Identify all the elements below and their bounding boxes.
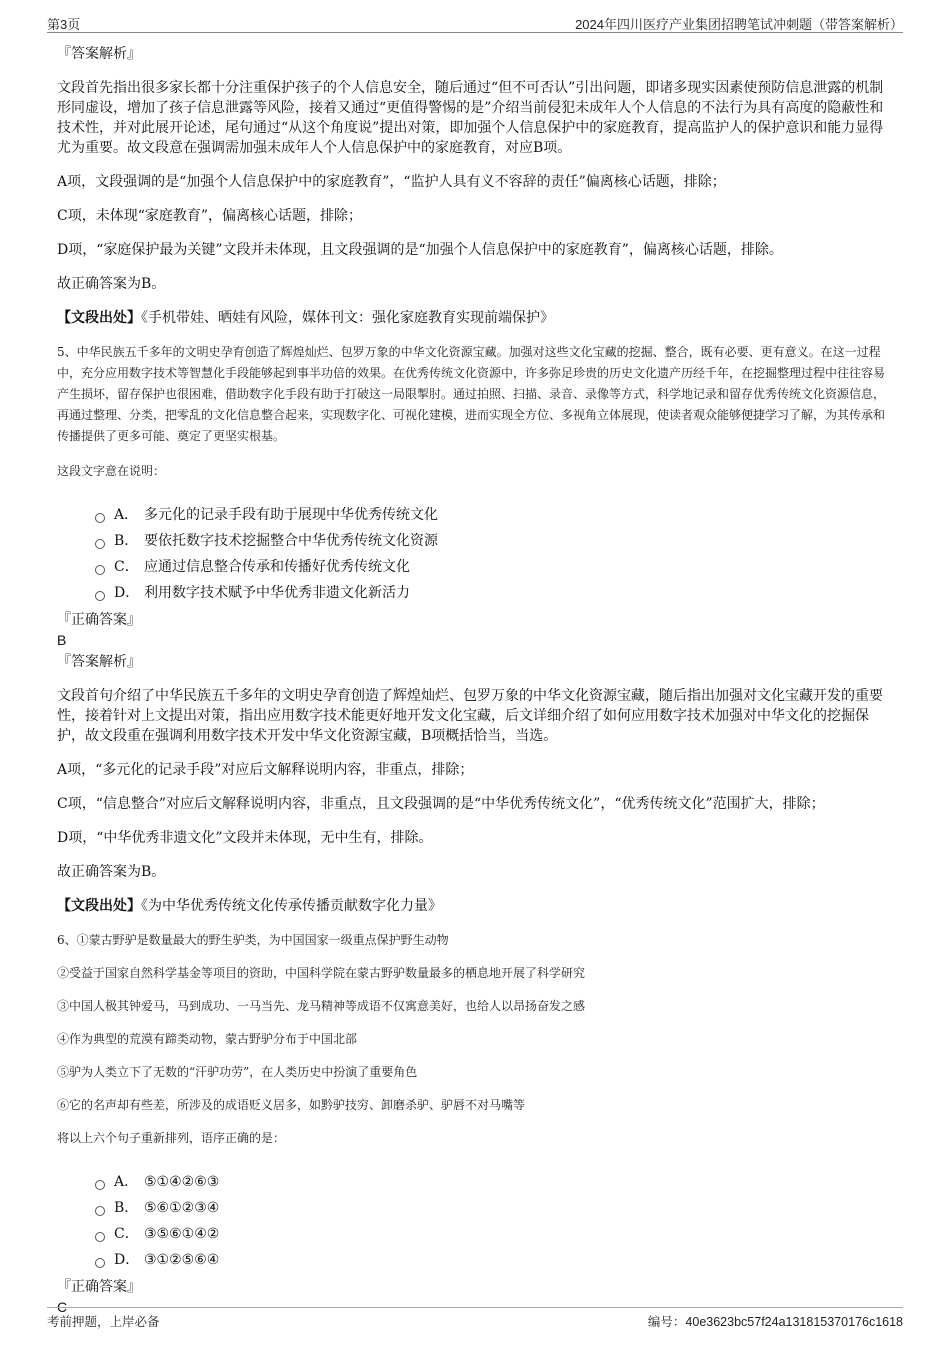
radio-button-icon[interactable] [95,1206,105,1216]
q6-sentence-4: ④作为典型的荒漠有蹄类动物，蒙古野驴分布于中国北部 [57,1032,358,1046]
q6-sentence-1: 6、①蒙古野驴是数量最大的野生驴类，为中国国家一级重点保护野生动物 [57,933,449,947]
q4-source [57,308,895,328]
q5-source-tag: 【文段出处】 [57,898,141,914]
radio-button-icon[interactable] [95,1258,105,1268]
radio-button-icon[interactable] [95,565,105,575]
q6-option-c[interactable]: C． ③⑤⑥①④② [95,1221,895,1247]
q6-sentence-5: ⑤驴为人类立下了无数的“汗驴功劳”，在人类历史中扮演了重要角色 [57,1065,418,1079]
q5-option-d[interactable]: D． 利用数字技术赋予中华优秀非遗文化新活力 [95,580,895,606]
radio-button-icon[interactable] [95,591,105,601]
q5-question: 这段文字意在说明： [57,464,166,478]
q4-option-d-analysis: D项，“家庭保护最为关键”文段并未体现，且文段强调的是“加强个人信息保护中的家庭教育”，偏离核心话题，排除。 [57,242,783,258]
q4-source-text: 《手机带娃、晒娃有风险，媒体刊文：强化家庭教育实现前端保护》 [141,310,554,326]
q5-stem: 5、中华民族五千多年的文明史孕育创造了辉煌灿烂、包罗万象的中华文化资源宝藏。加强对这些文化宝藏的挖掘、整合，既有必要、更有意义。在这一过程中，充分应用数字技术等智慧化手段能够起到事半功倍的效果。在优秀传统文化资源中，许多弥足珍贵的历史文化遗产历经千年，在挖掘整理过程中往往容易产生损坏，留存保护也很困难，借助数字化手段有助于打破这一局限掣肘。通过拍照、扫描、录音、录像等方式，科学地记录和留存优秀传统文化资源信息，再通过整理、分类，把零乱的文化信息整合起来，实现数字化、可视化建模，进而实现全方位、多视角立体展现，使读者观众能够便捷学习了解，为其传承和传播提供了更多可能、奠定了更坚实根基。 [57,345,886,443]
radio-button-icon[interactable] [95,539,105,549]
q5-option-c[interactable]: C． 应通过信息整合传承和传播好优秀传统文化 [95,554,895,580]
q4-option-c-analysis: C项，未体现“家庭教育”，偏离核心话题，排除； [57,208,363,224]
q5-analysis-label: 『答案解析』 [57,654,141,670]
q6-option-b[interactable]: B． ⑤⑥①②③④ [95,1195,895,1221]
q6-correct-answer: C [57,1299,68,1315]
q5-correct-answer: B [57,632,67,648]
q4-analysis-label: 『答案解析』 [57,46,141,62]
q5-option-c-analysis: C项，“信息整合”对应后文解释说明内容，非重点，且文段强调的是“中华优秀传统文化”，“优秀传统文化”范围扩大，排除； [57,796,825,812]
q6-sentence-3: ③中国人极其钟爱马，马到成功、一马当先、龙马精神等成语不仅寓意美好，也给人以昂扬奋发之感 [57,999,586,1013]
q5-analysis-text: 文段首句介绍了中华民族五千多年的文明史孕育创造了辉煌灿烂、包罗万象的中华文化资源宝藏，随后指出加强对文化宝藏开发的重要性，接着针对上文提出对策，指出应用数字技术能更好地开发文化宝藏，后文详细介绍了如何应用数字技术加强对中华文化的挖掘保护，故文段重在强调利用数字技术开发中华文化资源宝藏，B项概括恰当，当选。 [57,688,883,744]
q5-source-text: 《为中华优秀传统文化传承传播贡献数字化力量》 [141,898,442,914]
q4-source-tag: 【文段出处】 [57,310,141,326]
q5-option-a-analysis: A项，“多元化的记录手段”对应后文解释说明内容，非重点，排除； [57,762,474,778]
q5-options [95,502,895,606]
page-header [47,14,903,33]
footer-slogan: 考前押题，上岸必备 [47,1314,160,1329]
page-content [57,44,895,1317]
q5-option-d-analysis: D项，“中华优秀非遗文化”文段并未体现，无中生有，排除。 [57,830,433,846]
q5-option-b[interactable]: B． 要依托数字技术挖掘整合中华优秀传统文化资源 [95,528,895,554]
q4-option-a-analysis: A项，文段强调的是“加强个人信息保护中的家庭教育”，“监护人具有义不容辞的责任”偏离核心话题，排除； [57,174,726,190]
q6-option-d[interactable]: D． ③①②⑤⑥④ [95,1247,895,1273]
serial-number: 40e3623bc57f24a131815370176c1618 [685,1315,903,1329]
radio-button-icon[interactable] [95,1232,105,1242]
page-footer [47,1307,903,1329]
footer-serial [648,1312,903,1330]
q5-conclusion: 故正确答案为B。 [57,864,166,880]
document-title: 2024年四川医疗产业集团招聘笔试冲刺题（带答案解析） [575,17,903,32]
page-number: 第3页 [47,17,81,32]
q6-sentence-6: ⑥它的名声却有些差，所涉及的成语贬义居多，如黔驴技穷、卸磨杀驴、驴唇不对马嘴等 [57,1098,526,1112]
q5-source [57,896,895,916]
q5-option-a[interactable]: A． 多元化的记录手段有助于展现中华优秀传统文化 [95,502,895,528]
radio-button-icon[interactable] [95,1180,105,1190]
q6-question: 将以上六个句子重新排列，语序正确的是： [57,1131,286,1145]
q4-conclusion: 故正确答案为B。 [57,276,166,292]
q6-options [95,1169,895,1273]
serial-label: 编号： [647,1315,686,1329]
q6-option-a[interactable]: A． ⑤①④②⑥③ [95,1169,895,1195]
q5-correct-label: 『正确答案』 [57,612,141,628]
q4-analysis-text: 文段首先指出很多家长都十分注重保护孩子的个人信息安全，随后通过“但不可否认”引出问题，即诸多现实因素使预防信息泄露的机制形同虚设，增加了孩子信息泄露等风险，接着又通过“更值得警惕的是”介绍当前侵犯未成年人个人信息的不法行为具有高度的隐蔽性和技术性，并对此展开论述，尾句通过“从这个角度说”提出对策，即加强个人信息保护中的家庭教育，提高监护人的保护意识和能力显得尤为重要。故文段意在强调需加强未成年人个人信息保护中的家庭教育，对应B项。 [57,80,884,156]
q6-correct-label: 『正确答案』 [57,1279,141,1295]
q6-sentence-2: ②受益于国家自然科学基金等项目的资助，中国科学院在蒙古野驴数量最多的栖息地开展了科学研究 [57,966,586,980]
radio-button-icon[interactable] [95,513,105,523]
